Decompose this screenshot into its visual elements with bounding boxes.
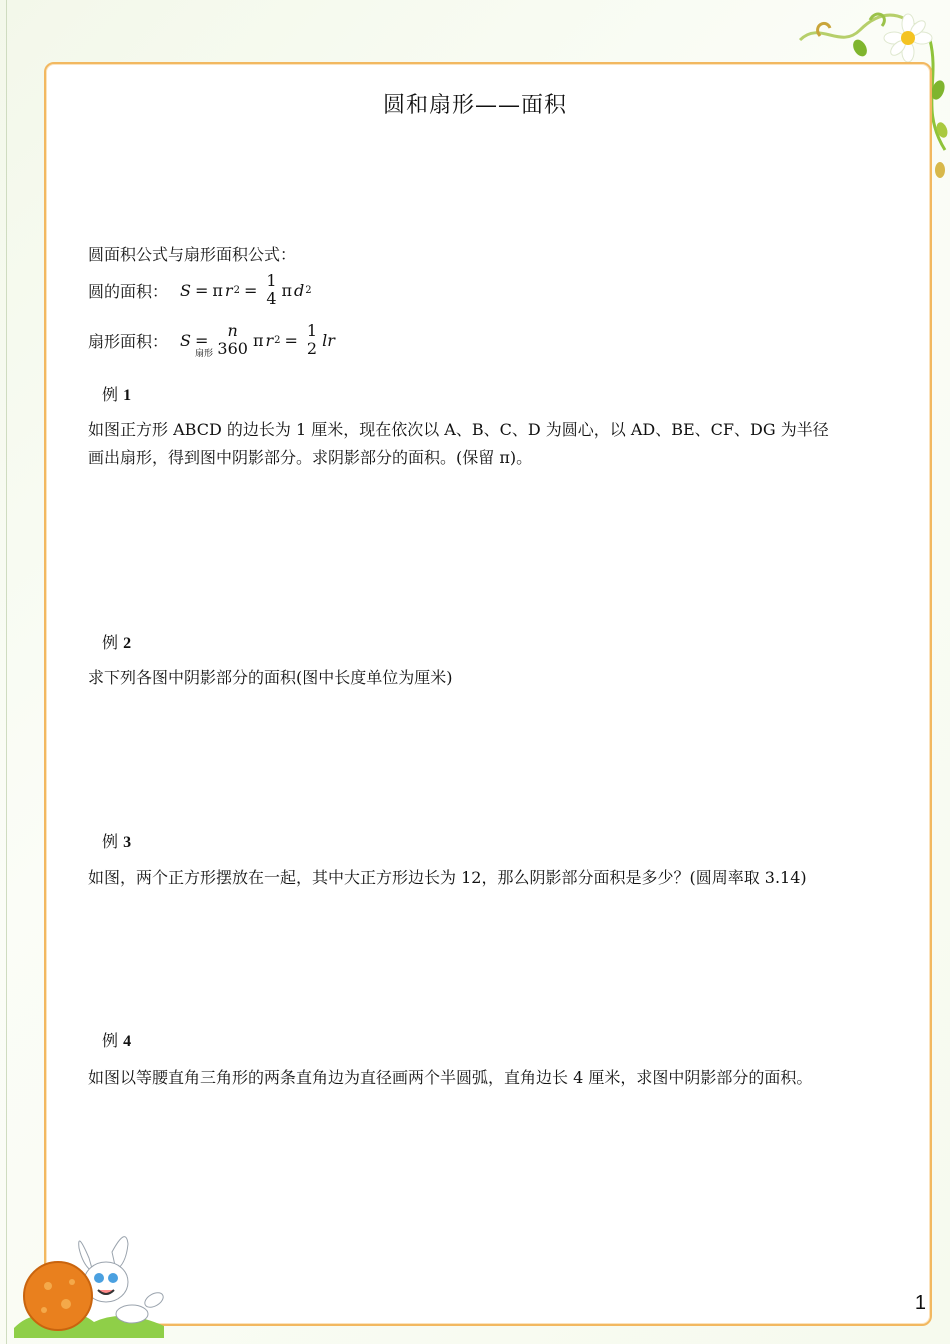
subscript-sector: 扇形 xyxy=(194,348,213,359)
formula-intro: 圆面积公式与扇形面积公式： xyxy=(88,245,297,264)
example-number: 3 xyxy=(123,834,132,851)
circle-area-formula xyxy=(88,272,312,308)
page-number: 1 xyxy=(914,1292,926,1314)
sector-area-formula xyxy=(88,322,335,358)
example-label: 例 xyxy=(102,1031,119,1050)
example-number: 1 xyxy=(123,387,132,404)
example-4-line-1: 如图以等腰直角三角形的两条直角边为直径画两个半圆弧，直角边长 4 厘米，求图中阴影部分的面积。 xyxy=(88,1068,813,1087)
fraction-one-quarter xyxy=(264,272,278,308)
example-1-line-1: 如图正方形 ABCD 的边长为 1 厘米，现在依次以 A、B、C、D 为圆心，以 AD、BE、CF、DG 为半径 xyxy=(88,420,829,439)
page-title: 圆和扇形——面积 xyxy=(382,93,567,118)
example-label: 例 xyxy=(102,385,119,404)
fraction-one-half xyxy=(305,322,319,358)
denominator: 360 xyxy=(217,339,248,358)
example-3-heading xyxy=(102,829,131,852)
example-4-heading xyxy=(102,1028,131,1051)
example-1-line-2: 画出扇形，得到图中阴影部分。求阴影部分的面积。(保留 π)。 xyxy=(88,448,533,467)
example-number: 2 xyxy=(123,635,132,652)
equals-sign: = xyxy=(195,330,209,350)
symbol-pi: π xyxy=(281,280,293,300)
example-1-heading xyxy=(102,382,131,405)
denominator: 4 xyxy=(266,289,277,308)
example-label: 例 xyxy=(102,633,119,652)
example-number: 4 xyxy=(123,1033,132,1050)
exponent: 2 xyxy=(305,284,312,296)
symbol-lr: lr xyxy=(322,330,335,350)
numerator: 1 xyxy=(306,321,318,340)
example-2-heading xyxy=(102,630,131,653)
equals-sign: = xyxy=(284,330,298,350)
sector-area-expression xyxy=(180,322,335,358)
page-edge xyxy=(6,0,7,1344)
symbol-d: d xyxy=(294,280,305,300)
exponent: 2 xyxy=(274,334,281,346)
symbol-r: r xyxy=(224,280,233,300)
example-3-text xyxy=(88,864,807,892)
circle-area-expression xyxy=(180,272,312,308)
symbol-S: S xyxy=(180,330,191,350)
example-label: 例 xyxy=(102,832,119,851)
example-2-text xyxy=(88,664,453,692)
example-2-line-1: 求下列各图中阴影部分的面积(图中长度单位为厘米) xyxy=(88,668,453,687)
circle-area-label: 圆的面积： xyxy=(88,281,169,301)
equals-sign: = xyxy=(243,280,258,300)
example-3-line-1: 如图，两个正方形摆放在一起，其中大正方形边长为 12，那么阴影部分面积是多少？(圆周率取 3.14) xyxy=(88,868,807,887)
example-1-text xyxy=(88,416,829,472)
equals-sign: = xyxy=(194,280,209,300)
numerator: n xyxy=(227,321,238,340)
example-4-text xyxy=(88,1064,812,1092)
sector-area-label: 扇形面积： xyxy=(88,331,169,351)
exponent: 2 xyxy=(233,284,240,296)
symbol-pi: π xyxy=(252,330,264,350)
symbol-r: r xyxy=(265,330,274,350)
fraction-n-over-360 xyxy=(215,322,250,358)
denominator: 2 xyxy=(306,339,318,358)
symbol-S: S xyxy=(180,280,191,300)
numerator: 1 xyxy=(266,271,277,290)
symbol-pi: π xyxy=(212,280,223,300)
rabbit-ball-illustration xyxy=(14,1228,174,1338)
